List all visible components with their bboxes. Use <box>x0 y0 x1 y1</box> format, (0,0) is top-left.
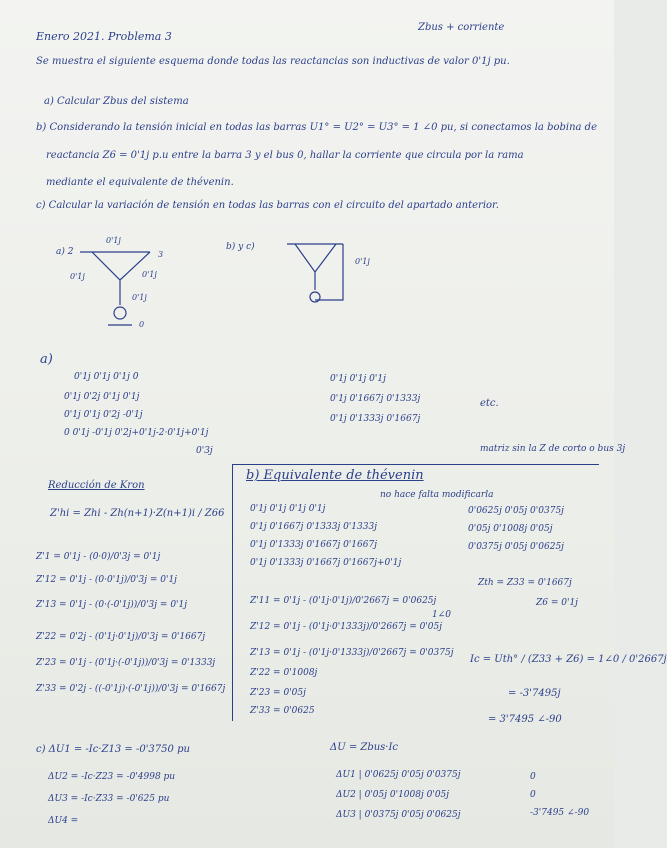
result-row: 0'1j 0'1667j 0'1333j <box>330 394 421 404</box>
left-heading: Reducción de Kron <box>48 480 145 491</box>
part-a-text: a) Calcular Zbus del sistema <box>44 96 189 107</box>
section-b-note: matriz sin la Z de corto o bus 3j <box>480 444 626 454</box>
calc-line: Z'23 = 0'05j <box>250 688 306 698</box>
calc-line: Z'33 = 0'2j - ((-0'1j)·(-0'1j))/0'3j = 0'1667j <box>36 684 226 694</box>
part-b-text-2: reactancia Z6 = 0'1j p.u entre la barra 3 y el bus 0, hallar la corriente que circula por la rama <box>46 150 524 161</box>
matrix-row: 0'1j 0'1j 0'1j 0 <box>74 372 139 382</box>
circuit-label: 0'1j <box>132 293 147 302</box>
matrix-row: 0'1j 0'2j 0'1j 0'1j <box>64 392 140 402</box>
section-c-vec: -3'7495 ∠-90 <box>530 808 590 818</box>
current-result: = 3'7495 ∠-90 <box>488 714 562 725</box>
current-result: = -3'7495j <box>508 688 561 699</box>
circuit-label: 3 <box>158 250 164 259</box>
part-b-text-3: mediante el equivalente de thévenin. <box>46 177 234 188</box>
calc-line: Z'12 = 0'1j - (0·0'1j)/0'3j = 0'1j <box>36 575 177 585</box>
calc-line: Z'23 = 0'1j - (0'1j·(-0'1j))/0'3j = 0'1333j <box>36 658 216 668</box>
section-a-label: a) <box>40 352 53 367</box>
matrix-row: 0'1j 0'1j 0'2j -0'1j <box>64 410 143 420</box>
section-c-line: ΔU3 = -Ic·Z33 = -0'625 pu <box>48 794 170 804</box>
matrix-row: 0'1j 0'1333j 0'1667j 0'1667j <box>250 540 377 550</box>
topic-note: Zbus + corriente <box>418 22 505 33</box>
section-c-line: c) ΔU1 = -Ic·Z13 = -0'3750 pu <box>36 744 190 755</box>
circuit-label: 0'1j <box>70 272 85 281</box>
section-c-line: ΔU2 = -Ic·Z23 = -0'4998 pu <box>48 772 176 782</box>
matrix-denominator: 0'3j <box>196 446 213 456</box>
matrix-row: 0'1j 0'1667j 0'1333j 0'1333j <box>250 522 377 532</box>
circuit-label: 0'1j <box>106 236 121 245</box>
thevenin-label: 1∠0 <box>432 610 451 620</box>
current-result: Ic = Uth° / (Z33 + Z6) = 1∠0 / 0'2667j <box>470 654 667 665</box>
calc-line: Z'11 = 0'1j - (0'1j·0'1j)/0'2667j = 0'0625j <box>250 596 437 606</box>
ellipsis-note: etc. <box>480 398 499 409</box>
calc-line: Z'12 = 0'1j - (0'1j·0'1333j)/0'2667j = 0'05j <box>250 622 443 632</box>
section-c-eq: ΔU = Zbus·Ic <box>330 742 399 753</box>
section-c-mat: ΔU3 | 0'0375j 0'05j 0'0625j <box>336 810 461 820</box>
matrix-row: 0'1j 0'1j 0'1j 0'1j <box>250 504 326 514</box>
calc-line: Z'33 = 0'0625 <box>250 706 315 716</box>
right-matrix: 0'05j 0'1008j 0'05j <box>468 524 553 534</box>
part-b-text-1: b) Considerando la tensión inicial en todas las barras U1° = U2° = U3° = 1 ∠0 pu, si conectamos la bobina de <box>36 122 597 133</box>
result-row: 0'1j 0'1j 0'1j <box>330 374 386 384</box>
section-b-heading: b) Equivalente de thévenin <box>246 468 424 483</box>
calc-line: Z'22 = 0'2j - (0'1j·0'1j)/0'3j = 0'1667j <box>36 632 206 642</box>
matrix-row: 0 0'1j -0'1j 0'2j+0'1j-2·0'1j+0'1j <box>64 428 209 438</box>
calc-line: Z'22 = 0'1008j <box>250 668 318 678</box>
circuit-bc-label: b) y c) <box>226 242 255 252</box>
circuit-label: 0 <box>139 320 145 329</box>
part-c-text: c) Calcular la variación de tensión en todas las barras con el circuito del apartado anterior. <box>36 200 499 211</box>
section-c-line: ΔU4 = <box>48 816 79 826</box>
section-c-vec: 0 <box>530 790 536 800</box>
problem-title: Enero 2021. Problema 3 <box>36 30 172 43</box>
left-formula: Z'hi = Zhi - Zh(n+1)·Z(n+1)i / Z66 <box>50 508 225 519</box>
calc-line: Z'13 = 0'1j - (0'1j·0'1333j)/0'2667j = 0'0375j <box>250 648 454 658</box>
thevenin-label: Z6 = 0'1j <box>536 598 578 608</box>
result-row: 0'1j 0'1333j 0'1667j <box>330 414 421 424</box>
right-matrix: 0'0375j 0'05j 0'0625j <box>468 542 564 552</box>
section-c-vec: 0 <box>530 772 536 782</box>
calc-line: Z'13 = 0'1j - (0·(-0'1j))/0'3j = 0'1j <box>36 600 188 610</box>
matrix-row: 0'1j 0'1333j 0'1667j 0'1667j+0'1j <box>250 558 402 568</box>
section-b-note2: no hace falta modificarla <box>380 490 494 500</box>
statement-line: Se muestra el siguiente esquema donde todas las reactancias son inductivas de valor 0'1j pu. <box>36 56 510 67</box>
calc-line: Z'1 = 0'1j - (0·0)/0'3j = 0'1j <box>36 552 161 562</box>
section-b-box <box>232 464 599 721</box>
section-c-mat: ΔU1 | 0'0625j 0'05j 0'0375j <box>336 770 461 780</box>
section-c-mat: ΔU2 | 0'05j 0'1008j 0'05j <box>336 790 450 800</box>
circuit-label: 0'1j <box>355 257 370 266</box>
right-matrix: 0'0625j 0'05j 0'0375j <box>468 506 564 516</box>
circuit-a-label: a) 2 <box>56 247 74 257</box>
circuit-label: 0'1j <box>142 270 157 279</box>
thevenin-label: Zth = Z33 = 0'1667j <box>478 578 572 588</box>
